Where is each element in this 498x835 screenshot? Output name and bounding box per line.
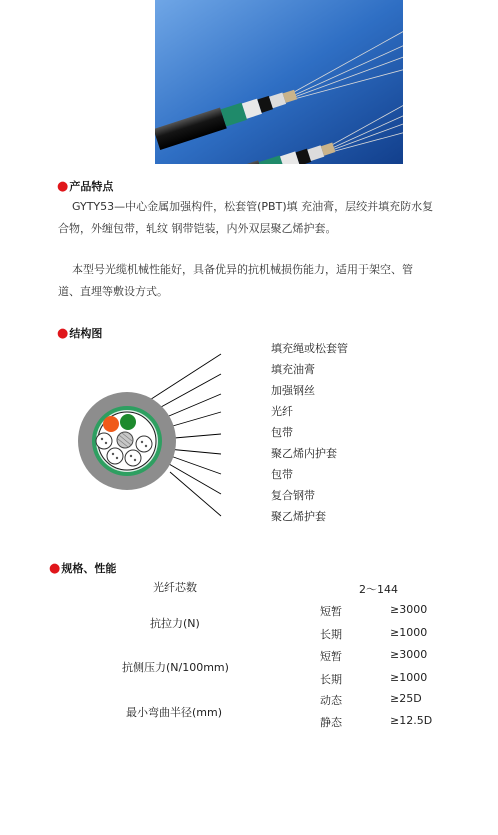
spec-crush-long-value: ≥1000 — [390, 671, 428, 684]
spec-bend-dynamic-label: 动态 — [320, 694, 342, 707]
specs-heading: ●规格、性能 — [49, 561, 117, 576]
bullet-icon: ● — [49, 561, 61, 576]
structure-heading: ●结构图 — [57, 326, 103, 341]
structure-label: 包带 — [271, 426, 293, 439]
bullet-icon: ● — [57, 179, 69, 194]
spec-bend-dynamic-value: ≥25D — [390, 692, 422, 705]
structure-label: 加强钢丝 — [271, 384, 315, 397]
spec-tensile-short-value: ≥3000 — [390, 603, 428, 616]
spec-bend-static-label: 静态 — [320, 716, 342, 729]
cable-photo — [155, 0, 403, 164]
spec-tensile-label: 抗拉力(N) — [150, 617, 200, 630]
spec-crush-long-label: 长期 — [320, 673, 342, 686]
spec-tensile-long-value: ≥1000 — [390, 626, 428, 639]
cable-cross-section — [78, 392, 176, 490]
spec-bend-static-value: ≥12.5D — [390, 714, 433, 727]
structure-label: 光纤 — [271, 405, 293, 418]
spec-fiber-count-label: 光纤芯数 — [153, 581, 197, 594]
spec-bend-label: 最小弯曲半径(mm) — [126, 706, 223, 719]
features-paragraph-1: GYTY53—中心金属加强构件，松套管(PBT)填 充油膏，层绞并填充防水复 合物，外缠包带，轧纹 钢带铠装，内外双层聚乙烯护套。 — [58, 200, 434, 235]
features-paragraph-2: 本型号光缆机械性能好，具备优异的抗机械损伤能力，适用于架空、管 道、直埋等敷设方式。 — [58, 263, 413, 298]
structure-label: 填充油膏 — [271, 363, 315, 376]
structure-label: 填充绳或松套管 — [271, 342, 348, 355]
structure-labels — [271, 339, 348, 528]
spec-crush-short-label: 短暂 — [320, 650, 342, 663]
spec-crush-label: 抗侧压力(N/100mm) — [122, 661, 229, 674]
spec-crush-short-value: ≥3000 — [390, 648, 428, 661]
structure-label: 聚乙烯护套 — [271, 510, 326, 523]
structure-label: 包带 — [271, 468, 293, 481]
features-heading: ●产品特点 — [57, 179, 114, 194]
structure-label: 聚乙烯内护套 — [271, 447, 337, 460]
cable-cross-section-diagram — [55, 340, 305, 530]
spec-tensile-long-label: 长期 — [320, 628, 342, 641]
specs-table — [100, 575, 460, 735]
spec-fiber-count-value: 2～144 — [359, 583, 398, 596]
spec-tensile-short-label: 短暂 — [320, 605, 342, 618]
structure-label: 复合钢带 — [271, 489, 315, 502]
bullet-icon: ● — [57, 326, 69, 341]
